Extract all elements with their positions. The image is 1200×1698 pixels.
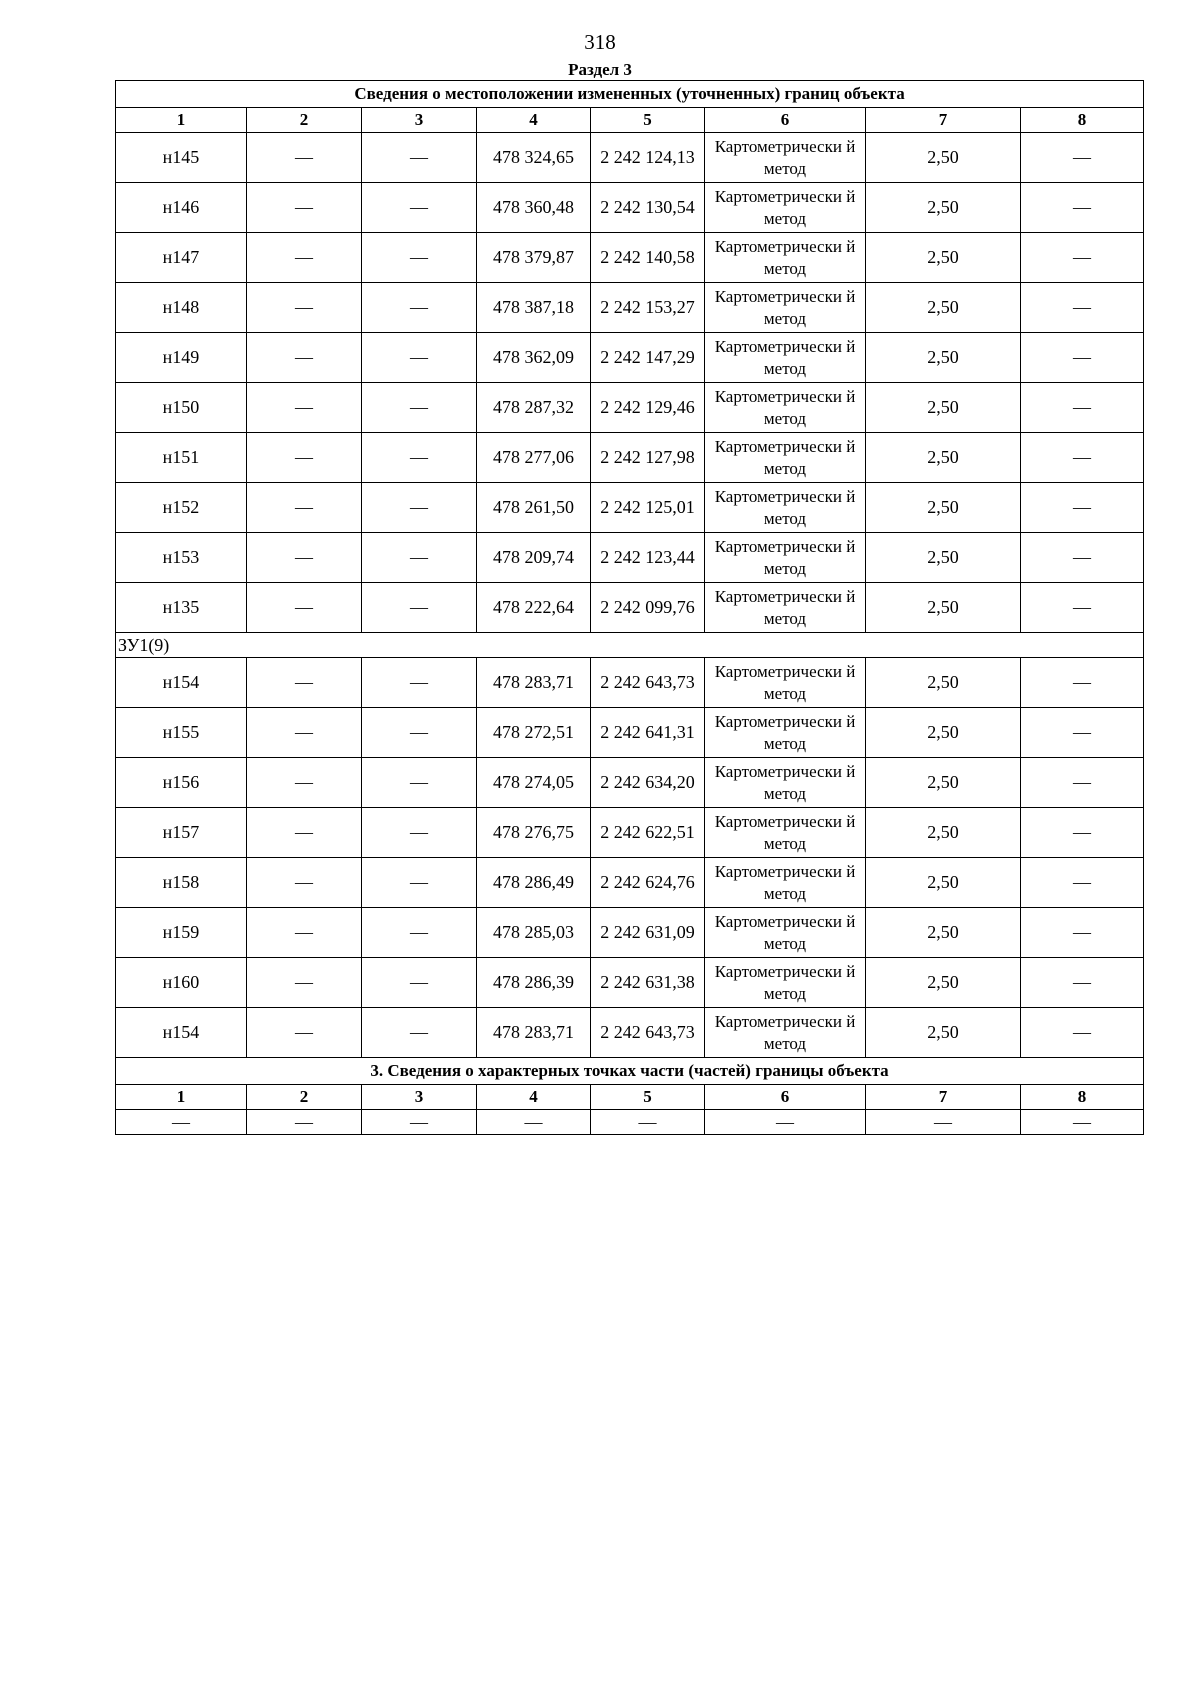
table-cell: Картометрически й метод [705,383,866,433]
section-label: Раздел 3 [568,60,632,79]
table-cell: 478 287,32 [477,383,591,433]
table-cell: 5 [591,108,705,133]
table-cell: — [1021,183,1144,233]
table-cell: 2,50 [866,183,1021,233]
table-cell: 2,50 [866,333,1021,383]
table-cell: Картометрически й метод [705,858,866,908]
table-cell: 478 277,06 [477,433,591,483]
table-cell: 2 242 125,01 [591,483,705,533]
parts-table-title-row [116,1058,1144,1085]
table-cell: 478 274,05 [477,758,591,808]
table-cell: — [247,1110,362,1135]
table-cell: — [362,808,477,858]
table-cell: 2,50 [866,758,1021,808]
table-cell: 4 [477,1085,591,1110]
table-cell: — [362,1008,477,1058]
table-cell: — [362,333,477,383]
table-cell: 2 242 631,38 [591,958,705,1008]
table-cell: — [1021,233,1144,283]
table-cell: 2,50 [866,1008,1021,1058]
table-cell: — [1021,133,1144,183]
table-cell: 2,50 [866,808,1021,858]
table-row [116,858,1144,908]
table-row [116,758,1144,808]
table-row [116,1008,1144,1058]
table-cell: н155 [116,708,247,758]
table-row [116,483,1144,533]
table-cell: 2,50 [866,133,1021,183]
table-cell: 2,50 [866,958,1021,1008]
parts-table-row [116,1110,1144,1135]
table-cell: 2 242 153,27 [591,283,705,333]
table-cell: 478 286,39 [477,958,591,1008]
table-cell: 478 261,50 [477,483,591,533]
table-cell: — [362,958,477,1008]
table-cell: — [116,1110,247,1135]
table-cell: Картометрически й метод [705,758,866,808]
table-row [116,808,1144,858]
table-cell: — [591,1110,705,1135]
table-cell: — [1021,958,1144,1008]
group-label-row [116,633,1144,658]
table-cell: 478 276,75 [477,808,591,858]
table-cell: н151 [116,433,247,483]
table-cell: 2,50 [866,233,1021,283]
table-cell: 2 242 130,54 [591,183,705,233]
table-cell: — [1021,1008,1144,1058]
table-cell: — [1021,1110,1144,1135]
table-cell: — [362,758,477,808]
table-cell: 478 387,18 [477,283,591,333]
table-cell: 2,50 [866,383,1021,433]
table-cell: 2,50 [866,483,1021,533]
table-cell: — [247,433,362,483]
table-cell: — [247,958,362,1008]
table-cell: 2 242 643,73 [591,658,705,708]
table-cell: — [1021,658,1144,708]
table-cell: 2,50 [866,658,1021,708]
table-row [116,433,1144,483]
table-cell: — [362,483,477,533]
table-cell: 6 [705,1085,866,1110]
table-cell: н158 [116,858,247,908]
table-cell: 2 242 129,46 [591,383,705,433]
parts-header-row [116,1085,1144,1110]
table-cell: — [1021,808,1144,858]
table-cell: — [1021,383,1144,433]
table-cell: 2,50 [866,283,1021,333]
table-cell: — [247,183,362,233]
table-cell: — [247,483,362,533]
table-cell: — [362,658,477,708]
table-row [116,908,1144,958]
table-cell: 8 [1021,108,1144,133]
table-cell: — [1021,483,1144,533]
table-cell: 3 [362,1085,477,1110]
table-cell: — [362,708,477,758]
table-cell: Картометрически й метод [705,183,866,233]
table-cell: 2 242 099,76 [591,583,705,633]
table-row [116,333,1144,383]
table-cell: н145 [116,133,247,183]
table-row [116,233,1144,283]
table-cell: н149 [116,333,247,383]
table-cell: 478 222,64 [477,583,591,633]
table-cell: — [1021,533,1144,583]
table-cell: н159 [116,908,247,958]
table-cell: — [247,133,362,183]
table-cell: Картометрически й метод [705,958,866,1008]
table-cell: Картометрически й метод [705,808,866,858]
table-cell: — [247,333,362,383]
table-cell: — [1021,583,1144,633]
table-cell: н156 [116,758,247,808]
table-cell: — [362,183,477,233]
table-cell: 2 242 634,20 [591,758,705,808]
table-cell: 2,50 [866,433,1021,483]
table-cell: 478 283,71 [477,658,591,708]
table-cell: 2 242 123,44 [591,533,705,583]
table-cell: Картометрически й метод [705,483,866,533]
table-cell: 2 242 624,76 [591,858,705,908]
table-cell: 478 362,09 [477,333,591,383]
table-row [116,383,1144,433]
table-cell: Картометрически й метод [705,708,866,758]
table-cell: 478 379,87 [477,233,591,283]
table-cell: н154 [116,658,247,708]
group-label-row-text: ЗУ1(9) [116,633,1144,658]
table-cell: 2 [247,1085,362,1110]
table-cell: 2,50 [866,908,1021,958]
table-cell: 478 286,49 [477,858,591,908]
table-cell: — [247,858,362,908]
table-cell: 2 242 622,51 [591,808,705,858]
table-cell: — [247,583,362,633]
table-cell: Картометрически й метод [705,133,866,183]
table-cell: 1 [116,108,247,133]
table-title: Сведения о местоположении измененных (уточненных) границ объекта [116,81,1144,108]
table-cell: — [247,658,362,708]
table-cell: 2 242 643,73 [591,1008,705,1058]
table-cell: 2 242 124,13 [591,133,705,183]
table-row [116,658,1144,708]
table-cell: — [247,1008,362,1058]
table-cell: 6 [705,108,866,133]
table-row [116,958,1144,1008]
table-cell: — [362,533,477,583]
table-cell: 2 242 641,31 [591,708,705,758]
table-cell: — [362,433,477,483]
table-cell: — [705,1110,866,1135]
table-cell: 2 [247,108,362,133]
table-cell: Картометрически й метод [705,233,866,283]
table-cell: — [247,533,362,583]
table-row [116,583,1144,633]
table-cell: 478 324,65 [477,133,591,183]
table-cell: Картометрически й метод [705,658,866,708]
table-cell: — [247,708,362,758]
table-cell: Картометрически й метод [705,1008,866,1058]
table-cell: — [247,283,362,333]
table-cell: — [1021,283,1144,333]
table-cell: Картометрически й метод [705,908,866,958]
table-row [116,708,1144,758]
table-cell: 2 242 140,58 [591,233,705,283]
table-cell: — [1021,858,1144,908]
table-cell: Картометрически й метод [705,533,866,583]
parts-table-title: 3. Сведения о характерных точках части (частей) границы объекта [116,1058,1144,1085]
table-cell: — [1021,908,1144,958]
table-cell: Картометрически й метод [705,433,866,483]
table-cell: Картометрически й метод [705,583,866,633]
table-cell: — [247,808,362,858]
table-cell: 8 [1021,1085,1144,1110]
table-cell: — [1021,758,1144,808]
table-cell: 4 [477,108,591,133]
table-cell: 478 209,74 [477,533,591,583]
table-cell: н160 [116,958,247,1008]
table-cell: — [247,233,362,283]
boundary-points-table [115,80,1144,1135]
table-cell: Картометрически й метод [705,283,866,333]
table-cell: н153 [116,533,247,583]
table-cell: 3 [362,108,477,133]
table-cell: 7 [866,1085,1021,1110]
table-cell: — [362,583,477,633]
table-cell: 478 272,51 [477,708,591,758]
table-row [116,283,1144,333]
table-cell: н154 [116,1008,247,1058]
table-cell: 5 [591,1085,705,1110]
table-cell: 2,50 [866,858,1021,908]
table-cell: н146 [116,183,247,233]
table-cell: Картометрически й метод [705,333,866,383]
table-cell: — [1021,433,1144,483]
table-cell: н152 [116,483,247,533]
table-cell: — [362,858,477,908]
table-cell: 1 [116,1085,247,1110]
table-cell: — [477,1110,591,1135]
table-cell: — [362,233,477,283]
table-cell: — [247,758,362,808]
table-cell: — [362,1110,477,1135]
table-row [116,133,1144,183]
table-cell: — [247,908,362,958]
table-cell: 2,50 [866,533,1021,583]
table-cell: н157 [116,808,247,858]
table-cell: 2 242 147,29 [591,333,705,383]
table-cell: — [866,1110,1021,1135]
table-cell: н150 [116,383,247,433]
header-row [116,108,1144,133]
table-cell: — [1021,708,1144,758]
table-row [116,533,1144,583]
table-row [116,183,1144,233]
page-number: 318 [584,30,616,54]
table-cell: 7 [866,108,1021,133]
table-cell: — [362,283,477,333]
table-cell: — [247,383,362,433]
table-cell: 2 242 631,09 [591,908,705,958]
table-cell: 478 285,03 [477,908,591,958]
table-cell: — [362,908,477,958]
table-cell: 2 242 127,98 [591,433,705,483]
table-cell: 478 283,71 [477,1008,591,1058]
table-cell: н147 [116,233,247,283]
table-cell: 2,50 [866,708,1021,758]
table-cell: — [1021,333,1144,383]
table-cell: н148 [116,283,247,333]
table-cell: — [362,133,477,183]
table-cell: 2,50 [866,583,1021,633]
table-cell: н135 [116,583,247,633]
table-cell: 478 360,48 [477,183,591,233]
table-cell: — [362,383,477,433]
